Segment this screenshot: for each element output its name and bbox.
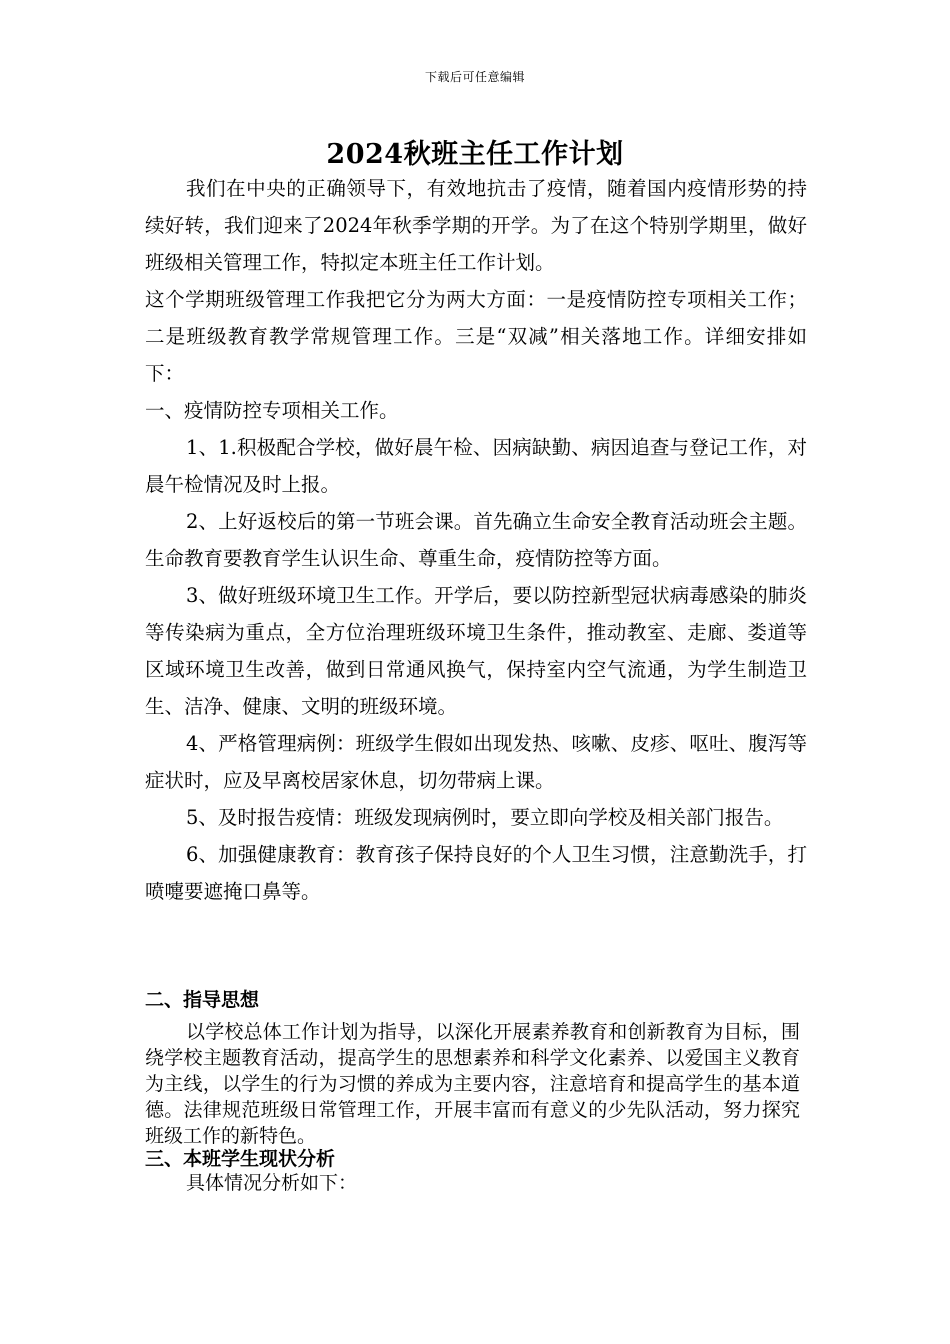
main-body: [145, 170, 807, 910]
section1-item-5: 5、及时报告疫情：班级发现病例时，要立即向学校及相关部门报告。: [186, 806, 784, 829]
section2-body: [145, 1019, 800, 1149]
section1-item-1: 1、1.积极配合学校，做好晨午检、因病缺勤、病因追查与登记工作，对晨午检情况及时上报。: [145, 436, 807, 496]
intro-paragraph-2: 这个学期班级管理工作我把它分为两大方面：一是疫情防控专项相关工作；二是班级教育教学常规管理工作。三是“双减”相关落地工作。详细安排如下：: [145, 288, 807, 385]
section3-paragraph: 具体情况分析如下：: [186, 1172, 358, 1194]
section3-body: [145, 1170, 800, 1196]
section2-paragraph: 以学校总体工作计划为指导，以深化开展素养教育和创新教育为目标，围绕学校主题教育活动，提高学生的思想素养和科学文化素养、以爱国主义教育为主线，以学生的行为习惯的养成为主要内容，注意培育和提高学生的基本道德。法律规范班级日常管理工作，开展丰富而有意义的少先队活动，努力探究班级工作的新特色。: [145, 1021, 800, 1147]
section1-item-6: 6、加强健康教育：教育孩子保持良好的个人卫生习惯，注意勤洗手，打喷嚏要遮掩口鼻等。: [145, 843, 807, 903]
header-note: 下载后可任意编辑: [424, 70, 525, 84]
section1-item-4: 4、严格管理病例：班级学生假如出现发热、咳嗽、皮疹、呕吐、腹泻等症状时，应及早离校居家休息，切勿带病上课。: [145, 732, 807, 792]
section2-heading: 二、指导思想: [145, 989, 260, 1011]
section1-item-3: 3、做好班级环境卫生工作。开学后，要以防控新型冠状病毒感染的肺炎等传染病为重点，全方位治理班级环境卫生条件，推动教室、走廊、娄道等区域环境卫生改善，做到日常通风换气，保持室内空气流通，为学生制造卫生、洁净、健康、文明的班级环境。: [145, 584, 807, 718]
section3-heading: 三、本班学生现状分析: [145, 1148, 336, 1170]
section1-item-2: 2、上好返校后的第一节班会课。首先确立生命安全教育活动班会主题。生命教育要教育学生认识生命、尊重生命，疫情防控等方面。: [145, 510, 807, 570]
section1-heading: 一、疫情防控专项相关工作。: [145, 399, 399, 422]
intro-paragraph: 我们在中央的正确领导下，有效地抗击了疫情，随着国内疫情形势的持续好转，我们迎来了2024年秋季学期的开学。为了在这个特别学期里，做好班级相关管理工作，特拟定本班主任工作计划。: [145, 177, 807, 274]
document-title: 2024秋班主任工作计划: [326, 139, 624, 170]
